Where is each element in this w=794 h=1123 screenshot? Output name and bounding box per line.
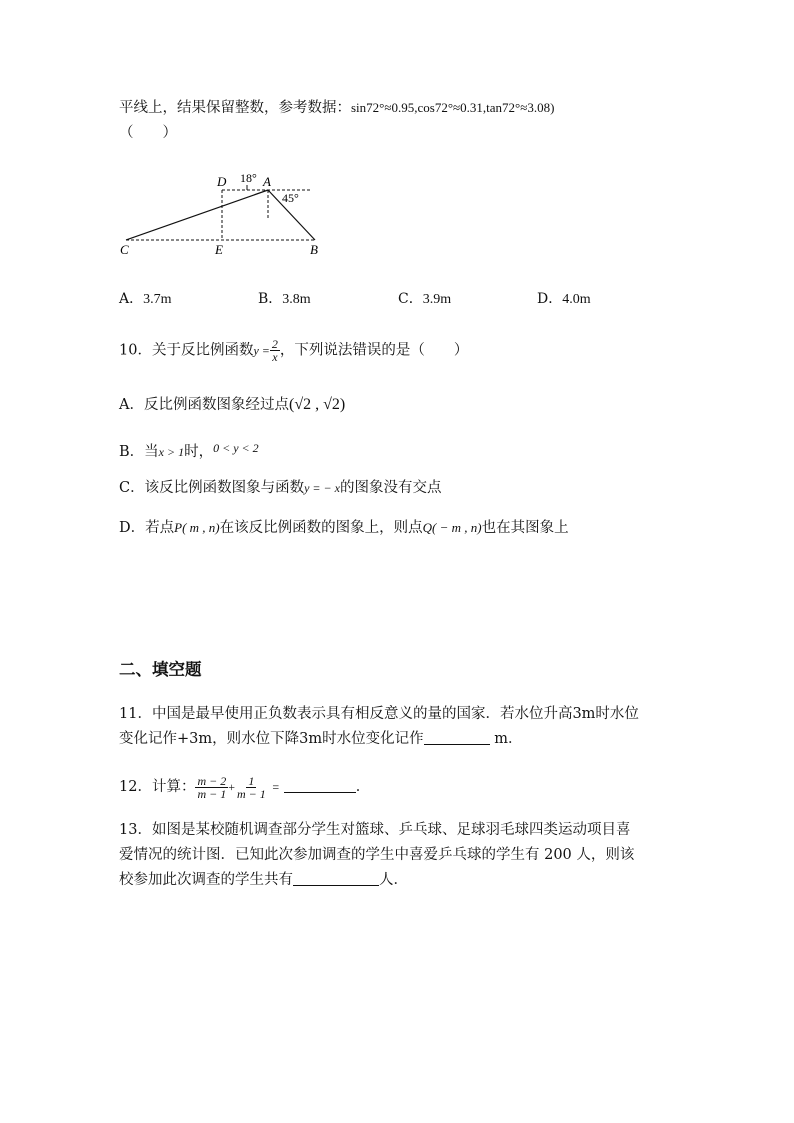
q12-fraction-2 xyxy=(235,775,268,800)
q11-text: 变化记作+3m，则水位下降3m时水位变化记作 xyxy=(119,731,424,747)
section-title-fill-in: 二、填空题 xyxy=(119,660,202,679)
q11-answer-blank[interactable] xyxy=(424,729,490,745)
q10-stem-start: 10．关于反比例函数 xyxy=(119,342,254,359)
segment-CA xyxy=(126,190,268,240)
option-d-point-p: P( m , n) xyxy=(174,520,220,535)
option-value: 3.8m xyxy=(282,292,311,307)
q10-stem-end: ，下列说法错误的是（ ） xyxy=(279,342,469,359)
q9-option-a[interactable] xyxy=(119,288,172,308)
option-c-text: C．该反比例函数图象与函数 xyxy=(119,480,305,496)
q11-line1: 11．中国是最早使用正负数表示具有相反意义的量的国家．若水位升高3m时水位 xyxy=(119,706,639,722)
option-d-text: D．若点 xyxy=(119,520,175,536)
label-B: B xyxy=(310,242,318,257)
fraction-denominator: m − 1 xyxy=(197,786,227,801)
q13-line1: 13．如图是某校随机调查部分学生对篮球、乒乓球、足球羽毛球四类运动项目喜 xyxy=(119,822,631,838)
option-value: 4.0m xyxy=(562,292,591,307)
q13-text: 校参加此次调查的学生共有 xyxy=(119,872,293,888)
fraction-numerator: m − 2 xyxy=(197,773,227,788)
q11-unit: m． xyxy=(494,731,523,747)
q12-line xyxy=(119,773,370,801)
fraction-numerator: 2 xyxy=(271,337,278,351)
option-a-point: (√2 , √2) xyxy=(288,396,346,413)
q9-answer-paren: （ ） xyxy=(119,125,177,141)
label-C: C xyxy=(120,242,129,257)
label-E: E xyxy=(215,242,223,257)
q9-option-d[interactable] xyxy=(537,288,591,308)
q12-answer-blank[interactable] xyxy=(284,777,356,793)
q10-option-c[interactable] xyxy=(119,478,441,498)
q9-reference-data: sin72°≈0.95,cos72°≈0.31,tan72°≈3.08) xyxy=(351,100,555,115)
q12-plus: + xyxy=(228,780,235,794)
q12-end: ． xyxy=(355,779,371,795)
q9-stem-line1 xyxy=(119,98,554,118)
option-letter: B． xyxy=(258,291,283,307)
option-b-mid: 时， xyxy=(184,444,214,460)
angle-18: 18° xyxy=(240,171,257,185)
option-b-text: B．当 xyxy=(119,444,159,460)
option-b-condition: x > 1 xyxy=(158,445,185,459)
q9-stem-text: 平线上，结果保留整数，参考数据： xyxy=(119,100,351,116)
q13-line3 xyxy=(119,870,408,890)
option-b-range: 0 < y < 2 xyxy=(213,441,259,455)
option-value: 3.9m xyxy=(422,292,452,307)
option-c-rest: 的图象没有交点 xyxy=(339,480,442,496)
fraction-denominator: x xyxy=(272,350,278,364)
fraction-numerator: 1 xyxy=(248,773,255,788)
angle-45: 45° xyxy=(282,191,299,205)
q12-equals: = xyxy=(272,780,280,794)
label-A: A xyxy=(263,174,271,189)
q10-stem xyxy=(119,338,468,363)
label-D: D xyxy=(217,174,227,189)
q13-line2: 爱情况的统计图．已知此次参加调查的学生中喜爱乒乓球的学生有 200 人，则该 xyxy=(119,847,635,863)
option-d-mid: 在该反比例函数的图象上，则点 xyxy=(219,520,423,536)
q9-option-c[interactable] xyxy=(398,288,451,308)
q10-option-a[interactable] xyxy=(119,395,345,415)
q12-fraction-1 xyxy=(195,775,228,800)
option-letter: D． xyxy=(537,291,563,307)
q12-label: 12．计算： xyxy=(119,779,196,795)
option-a-text: A．反比例函数图象经过点 xyxy=(119,397,289,413)
q10-option-d[interactable] xyxy=(119,518,569,538)
q9-option-b[interactable] xyxy=(258,288,311,308)
option-letter: A． xyxy=(119,291,144,307)
option-d-rest: 也在其图象上 xyxy=(481,520,569,536)
q10-option-b[interactable] xyxy=(119,438,259,462)
option-c-function: y = − x xyxy=(304,481,340,495)
option-letter: C． xyxy=(398,291,423,307)
option-d-point-q: Q( − m , n) xyxy=(422,520,482,535)
option-value: 3.7m xyxy=(143,292,172,307)
q11-line2 xyxy=(119,729,522,749)
fraction-denominator: m − 1 xyxy=(237,786,266,801)
q13-answer-blank[interactable] xyxy=(293,870,379,886)
q13-end: 人． xyxy=(379,872,408,888)
q9-figure xyxy=(110,168,330,260)
q10-function-lhs: y = xyxy=(253,343,270,358)
q10-function-fraction xyxy=(270,338,280,363)
